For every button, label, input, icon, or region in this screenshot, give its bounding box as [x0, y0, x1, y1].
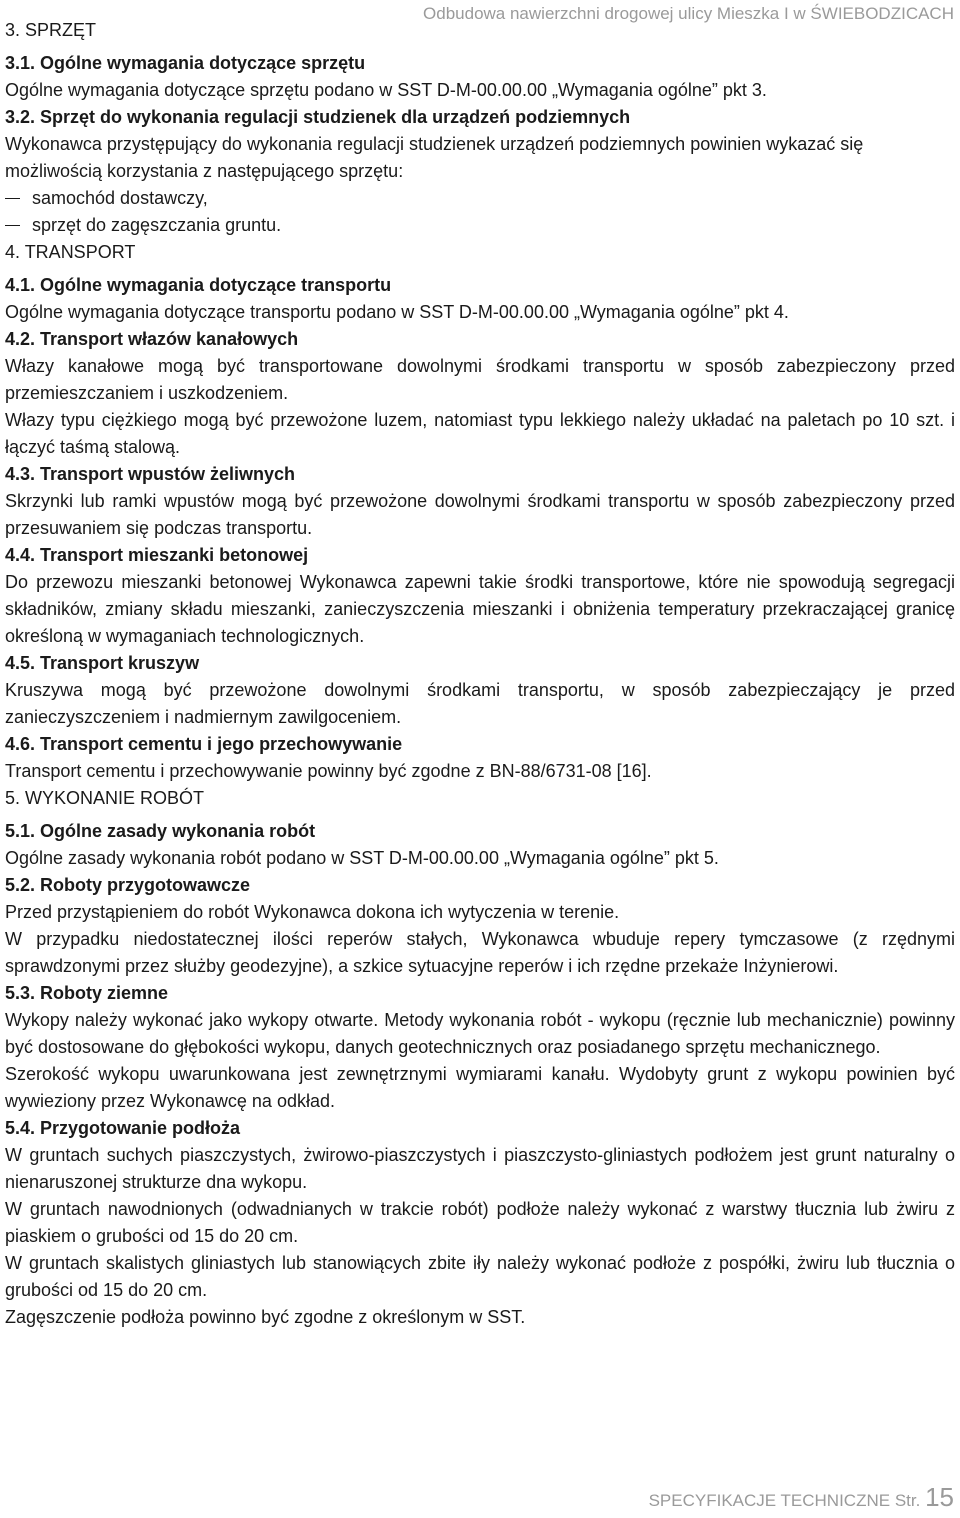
list-item [5, 212, 955, 239]
running-header: Odbudowa nawierzchni drogowej ulicy Mieszka I w ŚWIEBODZICACH [423, 4, 954, 23]
section-4-4-title: 4.4. Transport mieszanki betonowej [5, 545, 309, 565]
page-prefix: Str. [894, 1491, 921, 1510]
section-5-1-title: 5.1. Ogólne zasady wykonania robót [5, 821, 316, 841]
section-4-2-text-2: Włazy typu ciężkiego mogą być przewożone luzem, natomiast typu lekkiego należy układać na paletach po 10 szt. i łączyć taśmą stalową. [5, 410, 955, 457]
section-5-title: 5. WYKONANIE ROBÓT [5, 788, 205, 808]
section-4-4-text: Do przewozu mieszanki betonowej Wykonawca zapewni takie środki transportowe, które nie spowodują segregacji składników, zmiany składu mieszanki, zanieczyszczenia mieszanki i obniżenia temperatury przekraczającej granicę określoną w wymaganiach technologicznych. [5, 572, 955, 646]
section-5-2-text-1: Przed przystąpieniem do robót Wykonawca dokona ich wytyczenia w terenie. [5, 902, 620, 922]
document-body [5, 17, 955, 1331]
section-4-5-title: 4.5. Transport kruszyw [5, 653, 200, 673]
section-4-6-title: 4.6. Transport cementu i jego przechowywanie [5, 734, 403, 754]
dash-bullet [5, 225, 20, 226]
section-4-title: 4. TRANSPORT [5, 242, 136, 262]
page-number: 15 [925, 1482, 954, 1512]
section-3-1-title: 3.1. Ogólne wymagania dotyczące sprzętu [5, 53, 366, 73]
section-3-1-text: Ogólne wymagania dotyczące sprzętu podano w SST D-M-00.00.00 „Wymagania ogólne” pkt 3. [5, 80, 767, 100]
section-3-2-text: Wykonawca przystępujący do wykonania regulacji studzienek urządzeń podziemnych powinien wykazać się możliwością korzystania z następującego sprzętu: [5, 134, 864, 181]
section-4-1-text: Ogólne wymagania dotyczące transportu podano w SST D-M-00.00.00 „Wymagania ogólne” pkt 4. [5, 302, 789, 322]
section-5-3-title: 5.3. Roboty ziemne [5, 983, 169, 1003]
section-5-3-text-1: Wykopy należy wykonać jako wykopy otwarte. Metody wykonania robót - wykopu (ręcznie lub mechanicznie) powinny być dostosowane do głębokości wykopu, danych geotechnicznych oraz posiadanego sprzętu mechanicznego. [5, 1010, 955, 1057]
section-4-2-title: 4.2. Transport włazów kanałowych [5, 329, 299, 349]
section-3-2-title: 3.2. Sprzęt do wykonania regulacji studzienek dla urządzeń podziemnych [5, 107, 631, 127]
section-5-4-text-4: Zagęszczenie podłoża powinno być zgodne z określonym w SST. [5, 1307, 526, 1327]
list-item [5, 185, 955, 212]
section-4-3-text: Skrzynki lub ramki wpustów mogą być przewożone dowolnymi środkami transportu w sposób zabezpieczony przed przesuwaniem się podczas transportu. [5, 491, 955, 538]
section-5-3-text-2: Szerokość wykopu uwarunkowana jest zewnętrznymi wymiarami kanału. Wydobyty grunt z wykopu powinien być wywieziony przez Wykonawcę na odkład. [5, 1064, 955, 1111]
section-4-5-text: Kruszywa mogą być przewożone dowolnymi środkami transportu, w sposób zabezpieczający je przed zanieczyszczeniem i nadmiernym zawilgoceniem. [5, 680, 955, 727]
section-5-1-text: Ogólne zasady wykonania robót podano w SST D-M-00.00.00 „Wymagania ogólne” pkt 5. [5, 848, 719, 868]
section-4-3-title: 4.3. Transport wpustów żeliwnych [5, 464, 296, 484]
dash-bullet [5, 198, 20, 199]
section-5-4-text-3: W gruntach skalistych gliniastych lub stanowiących zbite iły należy wykonać podłoże z pospółki, żwiru lub tłucznia o grubości od 15 do 20 cm. [5, 1253, 955, 1300]
section-3-title: 3. SPRZĘT [5, 20, 97, 40]
section-5-4-text-2: W gruntach nawodnionych (odwadnianych w trakcie robót) podłoże należy wykonać z warstwy tłucznia lub żwiru z piaskiem o grubości od 15 do 20 cm. [5, 1199, 955, 1246]
footer-label: SPECYFIKACJE TECHNICZNE [648, 1491, 891, 1510]
list-item-text: samochód dostawczy, [32, 188, 208, 208]
section-5-4-title: 5.4. Przygotowanie podłoża [5, 1118, 241, 1138]
section-5-2-text-2: W przypadku niedostatecznej ilości reperów stałych, Wykonawca wbuduje repery tymczasowe (z rzędnymi sprawdzonymi przez służby geodezyjne), a szkice sytuacyjne reperów i ich rzędne przekaże Inżynierowi. [5, 929, 955, 976]
section-4-2-text-1: Włazy kanałowe mogą być transportowane dowolnymi środkami transportu w sposób zabezpieczony przed przemieszczaniem i uszkodzeniem. [5, 356, 955, 403]
section-4-6-text: Transport cementu i przechowywanie powinny być zgodne z BN-88/6731-08 [16]. [5, 761, 652, 781]
page-footer [649, 1482, 954, 1513]
section-4-1-title: 4.1. Ogólne wymagania dotyczące transportu [5, 275, 392, 295]
section-5-4-text-1: W gruntach suchych piaszczystych, żwirowo-piaszczystych i piaszczysto-gliniastych podłożem jest grunt naturalny o nienaruszonej strukturze dna wykopu. [5, 1145, 955, 1192]
list-item-text: sprzęt do zagęszczania gruntu. [32, 215, 282, 235]
section-5-2-title: 5.2. Roboty przygotowawcze [5, 875, 251, 895]
